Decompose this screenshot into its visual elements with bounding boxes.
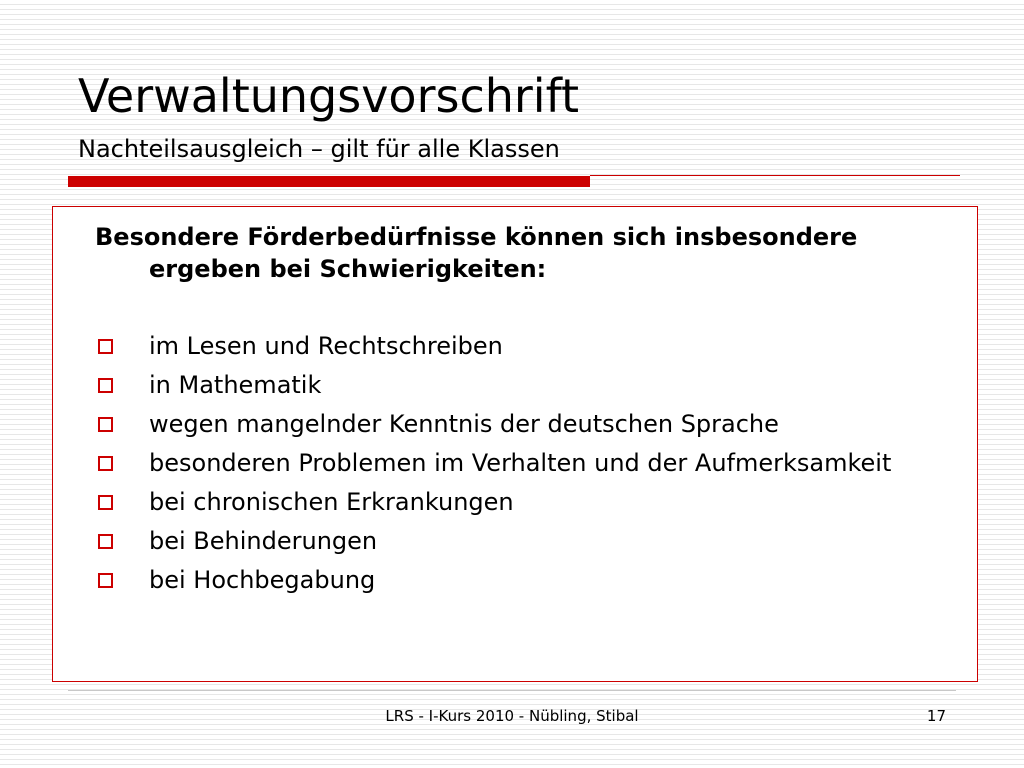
list-item (95, 369, 955, 401)
hollow-square-icon (98, 573, 113, 588)
slide-title: Verwaltungsvorschrift (78, 69, 580, 123)
list-item (95, 564, 955, 596)
hollow-square-icon (98, 378, 113, 393)
list-item-text: bei Hochbegabung (149, 566, 376, 594)
footer-divider (68, 690, 956, 691)
list-item-text: bei Behinderungen (149, 527, 378, 555)
list-item-text: im Lesen und Rechtschreiben (149, 332, 503, 360)
list-item-text: bei chronischen Erkrankungen (149, 488, 514, 516)
footer-text: LRS - I-Kurs 2010 - Nübling, Stibal (385, 707, 639, 725)
hollow-square-icon (98, 339, 113, 354)
bullet-list (95, 330, 955, 603)
list-item-text: in Mathematik (149, 371, 322, 399)
list-item (95, 447, 955, 479)
hollow-square-icon (98, 495, 113, 510)
list-item-text: wegen mangelnder Kenntnis der deutschen Sprache (149, 410, 779, 438)
list-item (95, 408, 955, 440)
page-number: 17 (926, 707, 946, 725)
hollow-square-icon (98, 417, 113, 432)
hollow-square-icon (98, 534, 113, 549)
title-accent-line (590, 175, 960, 176)
list-item (95, 330, 955, 362)
list-item (95, 525, 955, 557)
slide-subtitle: Nachteilsausgleich – gilt für alle Klassen (78, 135, 560, 163)
list-item-text: besonderen Problemen im Verhalten und der Aufmerksamkeit (149, 449, 892, 477)
intro-text: Besondere Förderbedürfnisse können sich insbesondere ergeben bei Schwierigkeiten: (95, 223, 858, 283)
title-accent-bar (68, 176, 590, 187)
list-item (95, 486, 955, 518)
hollow-square-icon (98, 456, 113, 471)
